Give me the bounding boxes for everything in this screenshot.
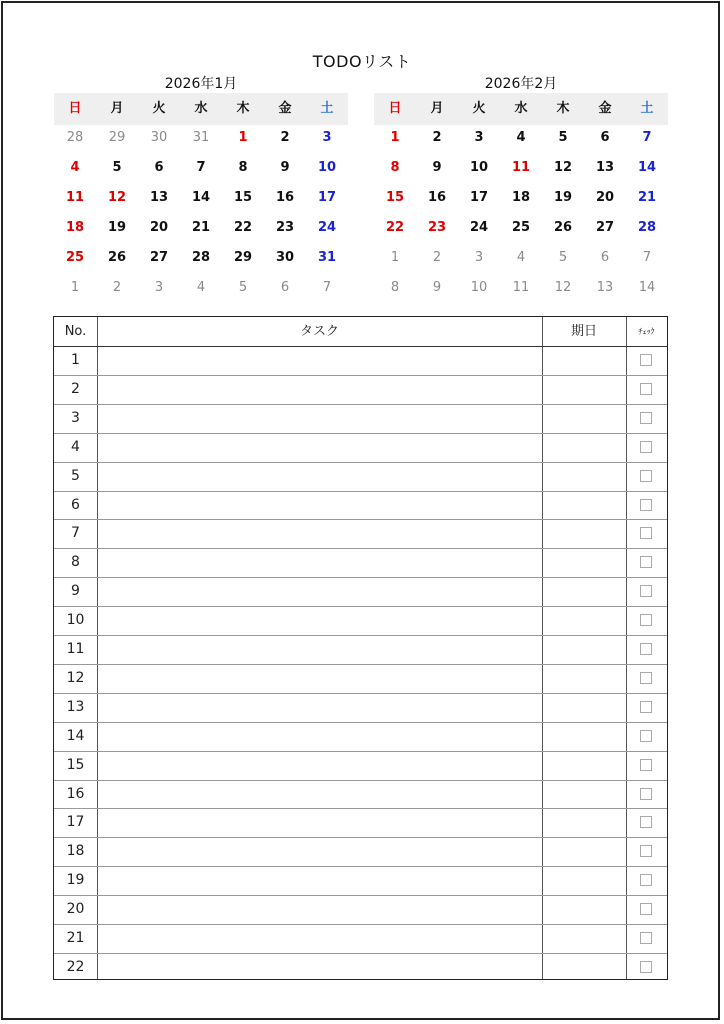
calendar-day: 2 xyxy=(432,130,442,145)
calendar-day: 5 xyxy=(112,160,122,175)
row-number: 10 xyxy=(66,612,85,629)
calendar-day: 5 xyxy=(238,280,248,295)
column-divider xyxy=(626,317,627,979)
calendar-month-title: 2026年2月 xyxy=(484,76,558,92)
column-header-no: No. xyxy=(64,324,87,339)
column-header-due: 期日 xyxy=(570,324,597,339)
task-cell[interactable] xyxy=(98,433,542,461)
row-number: 13 xyxy=(66,698,85,715)
calendar-day: 8 xyxy=(390,280,400,295)
calendar-day: 21 xyxy=(191,220,211,235)
weekday-label: 木 xyxy=(556,101,570,116)
weekday-label: 日 xyxy=(388,101,402,116)
weekday-header xyxy=(374,93,668,125)
task-cell[interactable] xyxy=(98,577,542,605)
task-cell[interactable] xyxy=(98,635,542,663)
calendar-day: 14 xyxy=(191,190,211,205)
task-cell[interactable] xyxy=(98,722,542,750)
page-title: TODOリスト xyxy=(312,52,412,71)
due-date-cell[interactable] xyxy=(543,866,626,894)
task-cell[interactable] xyxy=(98,519,542,547)
calendar-day: 10 xyxy=(469,160,489,175)
due-date-cell[interactable] xyxy=(543,751,626,779)
task-cell[interactable] xyxy=(98,780,542,808)
calendar-day: 23 xyxy=(427,220,447,235)
weekday-header xyxy=(54,93,348,125)
due-date-cell[interactable] xyxy=(543,895,626,923)
row-number: 17 xyxy=(66,814,85,831)
calendar-day: 24 xyxy=(469,220,489,235)
calendar-day: 30 xyxy=(275,250,295,265)
task-cell[interactable] xyxy=(98,924,542,952)
task-checkbox[interactable] xyxy=(640,585,652,597)
calendar-day: 21 xyxy=(637,190,657,205)
calendar-day: 6 xyxy=(600,250,610,265)
due-date-cell[interactable] xyxy=(543,635,626,663)
task-checkbox[interactable] xyxy=(640,961,652,973)
due-date-cell[interactable] xyxy=(543,664,626,692)
weekday-label: 土 xyxy=(320,101,334,116)
task-checkbox[interactable] xyxy=(640,672,652,684)
row-number: 6 xyxy=(71,496,80,513)
calendar-day: 16 xyxy=(275,190,295,205)
due-date-cell[interactable] xyxy=(543,491,626,519)
calendar-day: 26 xyxy=(553,220,573,235)
due-date-cell[interactable] xyxy=(543,780,626,808)
calendar-day: 31 xyxy=(192,130,210,145)
row-number: 19 xyxy=(66,872,85,889)
row-number: 12 xyxy=(66,669,85,686)
calendar-day: 6 xyxy=(600,130,610,145)
task-checkbox[interactable] xyxy=(640,527,652,539)
calendar-day: 9 xyxy=(280,160,290,175)
row-number: 8 xyxy=(71,554,80,571)
calendar-day: 19 xyxy=(107,220,127,235)
due-date-cell[interactable] xyxy=(543,953,626,981)
task-checkbox[interactable] xyxy=(640,412,652,424)
row-number: 1 xyxy=(71,352,80,368)
calendar-day: 12 xyxy=(553,160,573,175)
calendar-day: 29 xyxy=(108,130,126,145)
calendar-day: 14 xyxy=(638,280,656,295)
task-cell[interactable] xyxy=(98,606,542,634)
row-number: 20 xyxy=(66,901,85,918)
due-date-cell[interactable] xyxy=(543,837,626,865)
calendar-day: 7 xyxy=(642,130,652,145)
calendar-day: 5 xyxy=(558,250,568,265)
calendar-day: 4 xyxy=(516,250,526,265)
due-date-cell[interactable] xyxy=(543,924,626,952)
calendar-day: 8 xyxy=(390,160,400,175)
task-cell[interactable] xyxy=(98,953,542,981)
row-number: 3 xyxy=(71,409,80,426)
weekday-label: 水 xyxy=(514,101,528,116)
task-cell[interactable] xyxy=(98,751,542,779)
calendar-day: 12 xyxy=(107,190,127,205)
row-number: 16 xyxy=(66,785,85,802)
calendar-day: 11 xyxy=(511,160,531,175)
row-number: 4 xyxy=(71,438,80,455)
task-cell[interactable] xyxy=(98,837,542,865)
calendar-day: 25 xyxy=(65,250,85,265)
calendar-day: 1 xyxy=(70,280,80,295)
task-cell[interactable] xyxy=(98,375,542,403)
task-cell[interactable] xyxy=(98,895,542,923)
task-checkbox[interactable] xyxy=(640,556,652,568)
row-number: 9 xyxy=(71,583,80,600)
task-cell[interactable] xyxy=(98,346,542,374)
task-checkbox[interactable] xyxy=(640,730,652,742)
calendar-day: 4 xyxy=(196,280,206,295)
task-checkbox[interactable] xyxy=(640,874,652,886)
due-date-cell[interactable] xyxy=(543,519,626,547)
calendar-day: 11 xyxy=(65,190,85,205)
calendar-day: 7 xyxy=(322,280,332,295)
todo-table xyxy=(53,316,668,980)
calendar-day: 16 xyxy=(427,190,447,205)
task-checkbox[interactable] xyxy=(640,759,652,771)
calendar-day: 24 xyxy=(317,220,337,235)
calendar-day: 2 xyxy=(432,250,442,265)
calendar-day: 13 xyxy=(596,280,614,295)
row-number: 11 xyxy=(66,641,85,657)
calendar-day: 17 xyxy=(317,190,337,205)
calendar-day: 18 xyxy=(65,220,85,235)
due-date-cell[interactable] xyxy=(543,433,626,461)
calendar-day: 23 xyxy=(275,220,295,235)
task-cell[interactable] xyxy=(98,491,542,519)
due-date-cell[interactable] xyxy=(543,462,626,490)
calendar-day: 13 xyxy=(595,160,615,175)
task-cell[interactable] xyxy=(98,462,542,490)
task-cell[interactable] xyxy=(98,866,542,894)
task-checkbox[interactable] xyxy=(640,932,652,944)
calendar-day: 12 xyxy=(554,280,572,295)
weekday-label: 水 xyxy=(194,101,208,116)
task-cell[interactable] xyxy=(98,548,542,576)
calendar-day: 3 xyxy=(322,130,332,145)
task-checkbox[interactable] xyxy=(640,614,652,626)
weekday-label: 金 xyxy=(598,101,612,116)
row-number: 18 xyxy=(66,843,85,860)
calendar-day: 15 xyxy=(233,190,253,205)
calendar-day: 10 xyxy=(470,280,488,295)
calendar-day: 13 xyxy=(149,190,169,205)
calendar-day: 28 xyxy=(66,130,84,145)
weekday-label: 月 xyxy=(110,101,124,116)
task-checkbox[interactable] xyxy=(640,383,652,395)
calendar-day: 2 xyxy=(112,280,122,295)
task-checkbox[interactable] xyxy=(640,441,652,453)
calendar-day: 6 xyxy=(280,280,290,295)
calendar-day: 28 xyxy=(637,220,657,235)
calendar-day: 5 xyxy=(558,130,568,145)
due-date-cell[interactable] xyxy=(543,808,626,836)
calendar-month-title: 2026年1月 xyxy=(164,76,238,92)
calendar-day: 11 xyxy=(512,280,530,295)
due-date-cell[interactable] xyxy=(543,693,626,721)
calendar-day: 31 xyxy=(317,250,337,265)
due-date-cell[interactable] xyxy=(543,606,626,634)
task-checkbox[interactable] xyxy=(640,643,652,655)
calendar-day: 1 xyxy=(390,130,400,145)
calendar-day: 3 xyxy=(474,130,484,145)
calendar-day: 1 xyxy=(390,250,400,265)
weekday-label: 金 xyxy=(278,101,292,116)
calendar-day: 7 xyxy=(642,250,652,265)
row-number: 15 xyxy=(66,756,85,773)
calendar-day: 22 xyxy=(385,220,405,235)
calendar-day: 29 xyxy=(233,250,253,265)
calendar-day: 27 xyxy=(595,220,615,235)
task-checkbox[interactable] xyxy=(640,701,652,713)
task-cell[interactable] xyxy=(98,404,542,432)
due-date-cell[interactable] xyxy=(543,722,626,750)
weekday-label: 月 xyxy=(430,101,444,116)
task-checkbox[interactable] xyxy=(640,845,652,857)
calendar-day: 27 xyxy=(149,250,169,265)
calendar-day: 15 xyxy=(385,190,405,205)
calendar-day: 30 xyxy=(150,130,168,145)
calendar-day: 10 xyxy=(317,160,337,175)
calendar-day: 3 xyxy=(154,280,164,295)
task-checkbox[interactable] xyxy=(640,499,652,511)
calendar-day: 14 xyxy=(637,160,657,175)
weekday-label: 木 xyxy=(236,101,250,116)
task-checkbox[interactable] xyxy=(640,470,652,482)
calendar-day: 17 xyxy=(469,190,489,205)
due-date-cell[interactable] xyxy=(543,404,626,432)
calendar-day: 25 xyxy=(511,220,531,235)
weekday-label: 火 xyxy=(472,101,486,116)
task-cell[interactable] xyxy=(98,808,542,836)
due-date-cell[interactable] xyxy=(543,375,626,403)
calendar-day: 19 xyxy=(553,190,573,205)
calendar-day: 1 xyxy=(238,130,248,145)
calendar-day: 6 xyxy=(154,160,164,175)
column-header-task: タスク xyxy=(299,324,339,339)
calendar-day: 20 xyxy=(149,220,169,235)
task-cell[interactable] xyxy=(98,664,542,692)
task-cell[interactable] xyxy=(98,693,542,721)
calendar-day: 22 xyxy=(233,220,253,235)
row-number: 7 xyxy=(71,525,80,542)
calendar-day: 4 xyxy=(516,130,526,145)
row-number: 21 xyxy=(66,930,85,946)
due-date-cell[interactable] xyxy=(543,577,626,605)
due-date-cell[interactable] xyxy=(543,548,626,576)
calendar-day: 9 xyxy=(432,280,442,295)
task-checkbox[interactable] xyxy=(640,788,652,800)
row-number: 14 xyxy=(66,727,85,744)
weekday-label: 火 xyxy=(152,101,166,116)
task-checkbox[interactable] xyxy=(640,354,652,366)
calendar-day: 9 xyxy=(432,160,442,175)
calendar-day: 8 xyxy=(238,160,248,175)
calendar-day: 7 xyxy=(196,160,206,175)
due-date-cell[interactable] xyxy=(543,346,626,374)
weekday-label: 土 xyxy=(640,101,654,116)
task-checkbox[interactable] xyxy=(640,903,652,915)
calendar-day: 26 xyxy=(107,250,127,265)
calendar-day: 3 xyxy=(474,250,484,265)
calendar-day: 18 xyxy=(511,190,531,205)
task-checkbox[interactable] xyxy=(640,816,652,828)
weekday-label: 日 xyxy=(68,101,82,116)
calendar-day: 28 xyxy=(191,250,211,265)
row-number: 2 xyxy=(71,380,80,397)
calendar-day: 2 xyxy=(280,130,290,145)
column-header-check: ﾁｪｯｸ xyxy=(638,327,655,336)
calendar-day: 4 xyxy=(70,160,80,175)
row-number: 22 xyxy=(66,958,85,975)
row-number: 5 xyxy=(71,467,80,484)
calendar-day: 20 xyxy=(595,190,615,205)
